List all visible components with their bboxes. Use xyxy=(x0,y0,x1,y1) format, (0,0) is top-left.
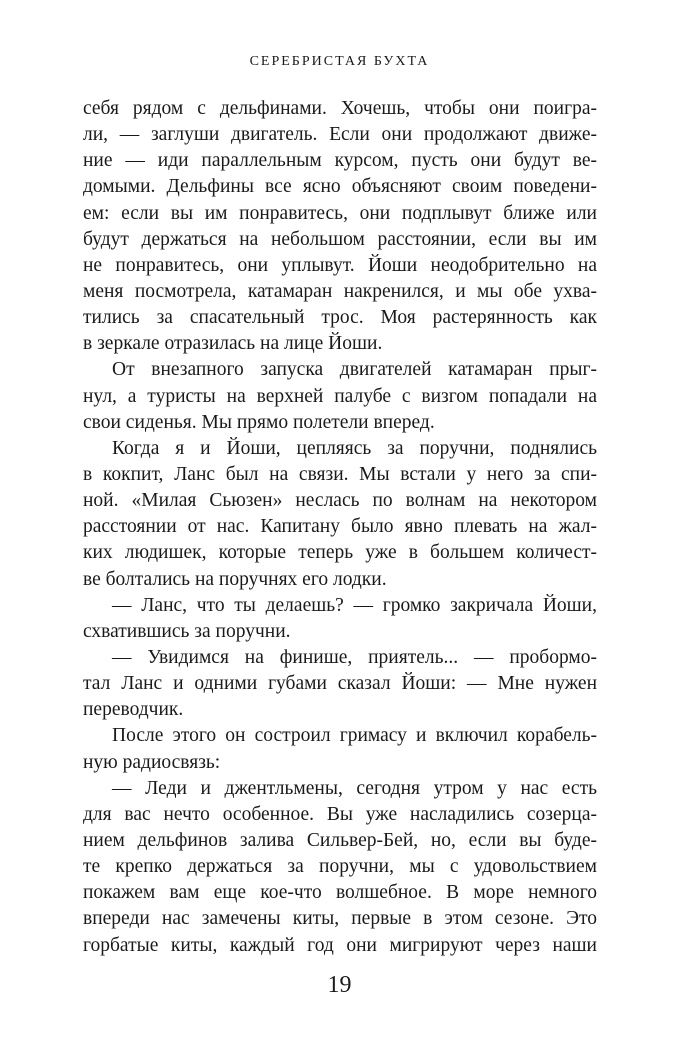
text-line: ли, — заглуши двигатель. Если они продолжают движе- xyxy=(83,124,597,146)
text-line: ве болтались на поручнях его лодки. xyxy=(83,568,387,590)
text-line: — Леди и джентльмены, сегодня утром у нас есть xyxy=(112,777,597,799)
text-line: После этого он состроил гримасу и включил корабель- xyxy=(112,725,597,747)
text-line: — Увидимся на финише, приятель... — пробормо- xyxy=(112,646,597,668)
text-line: не понравитесь, они уплывут. Йоши неодобрительно на xyxy=(83,254,597,276)
text-line: будут держаться на небольшом расстоянии, если вы им xyxy=(83,228,597,250)
text-line: ной. «Милая Сьюзен» неслась по волнам на некотором xyxy=(83,490,597,512)
text-line: для вас нечто особенное. Вы уже насладились созерца- xyxy=(83,803,597,825)
text-line: в зеркале отразилась на лице Йоши. xyxy=(83,333,383,355)
running-head: СЕРЕБРИСТАЯ БУХТА xyxy=(249,54,430,69)
text-line: Когда я и Йоши, цепляясь за поручни, поднялись xyxy=(112,437,597,459)
text-line: горбатые киты, каждый год они мигрируют через наши xyxy=(83,934,597,956)
text-line: ние — иди параллельным курсом, пусть они будут ве- xyxy=(83,150,597,172)
text-line: нул, а туристы на верхней палубе с визгом попадали на xyxy=(83,385,597,407)
text-line: те крепко держаться за поручни, мы с удовольствием xyxy=(83,856,597,878)
text-line: тал Ланс и одними губами сказал Йоши: — Мне нужен xyxy=(83,673,597,695)
text-line: тились за спасательный трос. Моя растерянность как xyxy=(83,307,597,329)
text-line: домыми. Дельфины все ясно объясняют своим поведени- xyxy=(83,176,597,198)
text-line: переводчик. xyxy=(83,699,184,721)
text-line: ную радиосвязь: xyxy=(83,751,221,773)
body-text xyxy=(83,96,597,959)
text-line: меня посмотрела, катамаран накренился, и мы обе ухва- xyxy=(83,280,597,302)
text-line: От внезапного запуска двигателей катамаран прыг- xyxy=(112,359,597,381)
page-number: 19 xyxy=(327,972,352,998)
text-line: впереди нас замечены киты, первые в этом сезоне. Это xyxy=(83,908,597,930)
text-line: ем: если вы им понравитесь, они подплывут ближе или xyxy=(83,202,597,224)
text-line: расстоянии от нас. Капитану было явно плевать на жал- xyxy=(83,516,597,538)
text-line: покажем вам еще кое-что волшебное. В море немного xyxy=(83,882,597,904)
text-line: нием дельфинов залива Сильвер-Бей, но, если вы буде- xyxy=(83,829,597,851)
text-line: — Ланс, что ты делаешь? — громко закричала Йоши, xyxy=(112,594,597,616)
text-line: ких людишек, которые теперь уже в большем количест- xyxy=(83,542,597,564)
text-line: себя рядом с дельфинами. Хочешь, чтобы они поигра- xyxy=(83,98,597,119)
text-line: в кокпит, Ланс был на связи. Мы встали у него за спи- xyxy=(83,463,597,485)
text-line: свои сиденья. Мы прямо полетели вперед. xyxy=(83,411,435,433)
text-line: схватившись за поручни. xyxy=(83,620,291,642)
